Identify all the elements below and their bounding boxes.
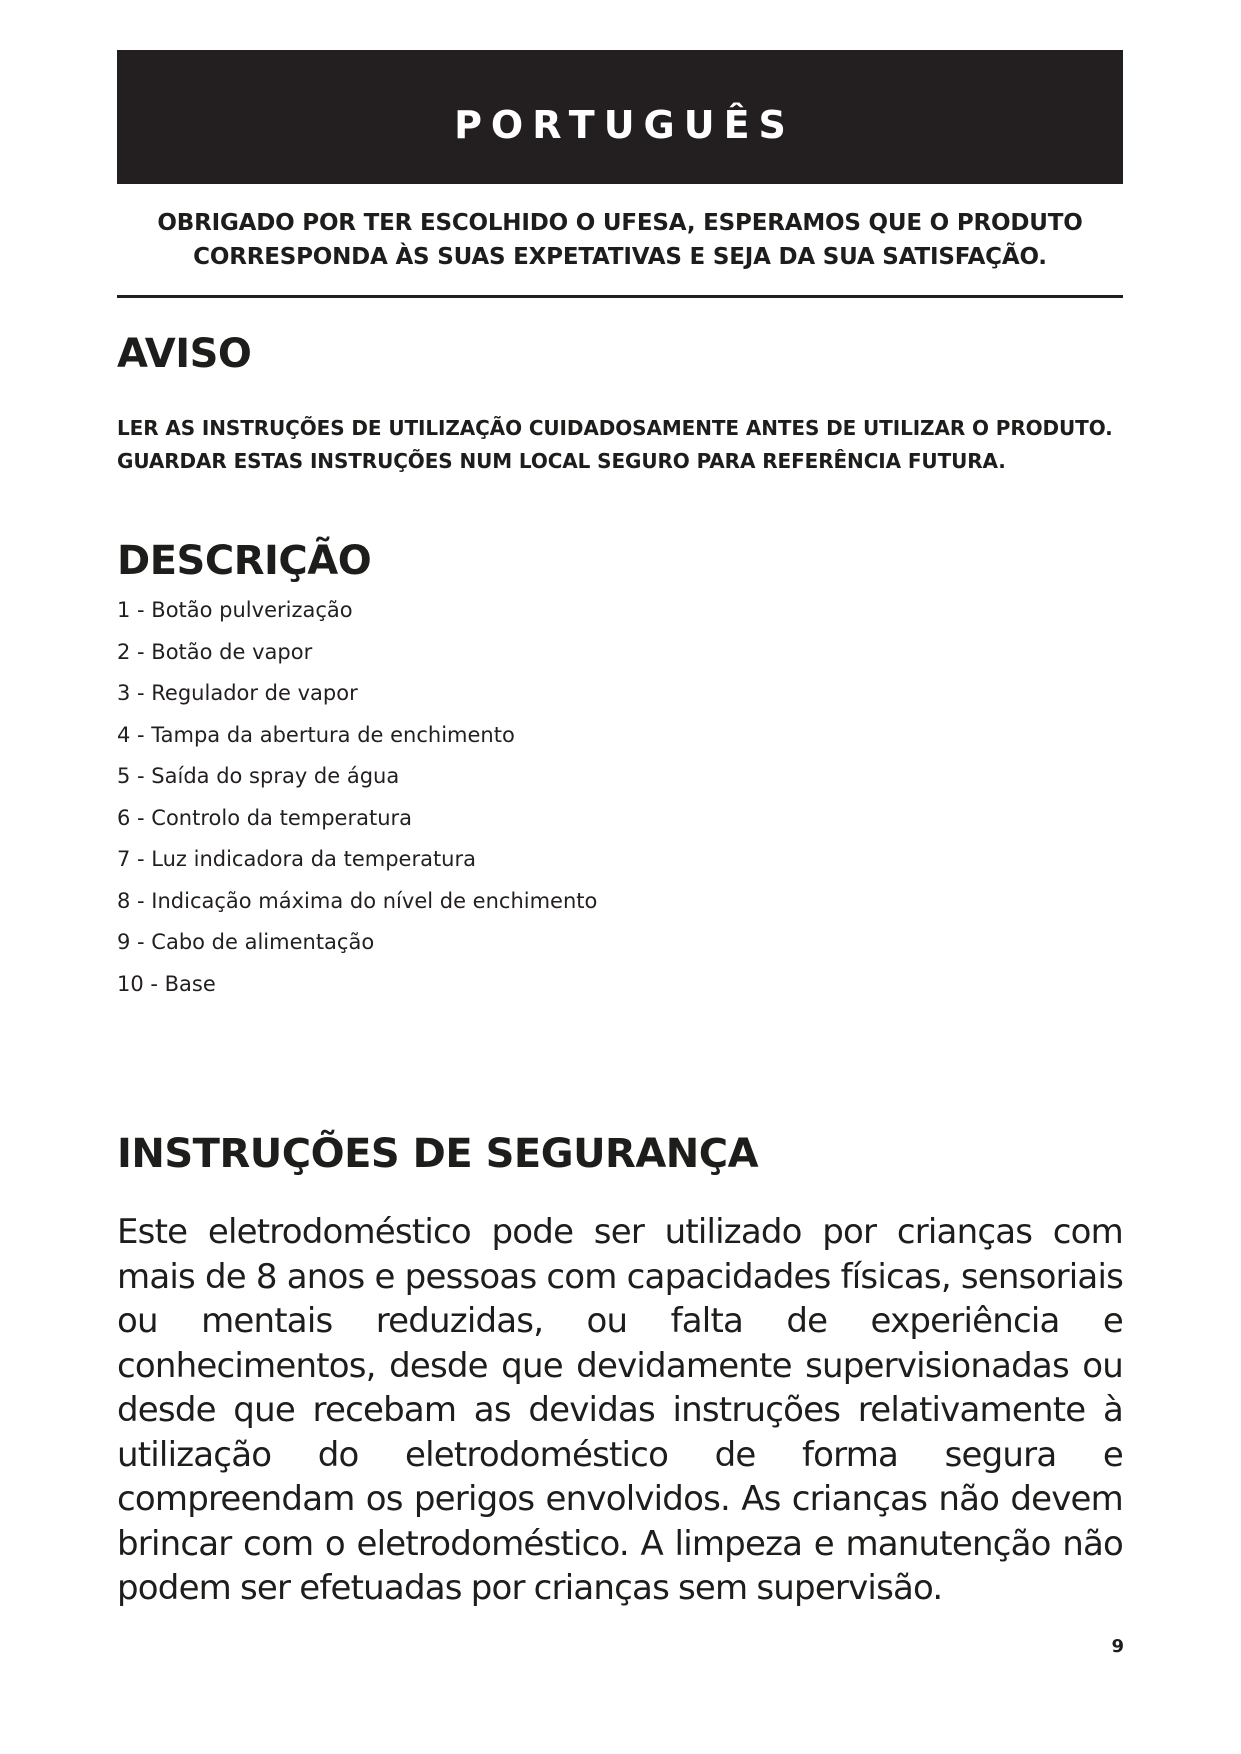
thank-you-line-1: OBRIGADO POR TER ESCOLHIDO O UFESA, ESPERAMOS QUE O PRODUTO — [157, 210, 1083, 236]
language-header-bar — [117, 50, 1123, 184]
list-item: 10 - Base — [117, 971, 216, 996]
aviso-line-1: LER AS INSTRUÇÕES DE UTILIZAÇÃO CUIDADOSAMENTE ANTES DE UTILIZAR O PRODUTO. — [117, 416, 1113, 440]
parts-list — [117, 590, 597, 1005]
thank-you-message — [117, 206, 1123, 274]
aviso-text — [117, 412, 1123, 478]
aviso-line-2: GUARDAR ESTAS INSTRUÇÕES NUM LOCAL SEGURO PARA REFERÊNCIA FUTURA. — [117, 449, 1006, 473]
list-item: 2 - Botão de vapor — [117, 639, 313, 664]
list-item: 3 - Regulador de vapor — [117, 681, 358, 705]
list-item: 7 - Luz indicadora da temperatura — [117, 847, 476, 871]
aviso-heading: AVISO — [117, 331, 252, 377]
language-title: PORTUGUÊS — [454, 103, 795, 147]
list-item: 1 - Botão pulverização — [117, 598, 353, 622]
seguranca-heading: INSTRUÇÕES DE SEGURANÇA — [117, 1131, 759, 1177]
thank-you-line-2: CORRESPONDA ÀS SUAS EXPETATIVAS E SEJA DA SUA SATISFAÇÃO. — [193, 244, 1047, 270]
list-item: 9 - Cabo de alimentação — [117, 930, 375, 954]
list-item: 8 - Indicação máxima do nível de enchimento — [117, 888, 598, 913]
page-number: 9 — [1111, 1636, 1124, 1657]
list-item: 5 - Saída do spray de água — [117, 764, 400, 788]
safety-paragraph: Este eletrodoméstico pode ser utilizado por crianças com mais de 8 anos e pessoas com capacidades físicas, sensoriais ou mentais reduzidas, ou falta de experiência e conhecimentos, desde que devidamente supervisionadas ou desde que recebam as devidas instruções relativamente à utilização do eletrodoméstico de forma segura e compreendam os perigos envolvidos. As crianças não devem brincar com o eletrodoméstico. A limpeza e manutenção não podem ser efetuadas por crianças sem supervisão. — [117, 1212, 1123, 1608]
section-divider — [117, 295, 1123, 298]
descricao-heading: DESCRIÇÃO — [117, 538, 372, 584]
list-item: 4 - Tampa da abertura de enchimento — [117, 722, 515, 747]
list-item: 6 - Controlo da temperatura — [117, 805, 413, 830]
